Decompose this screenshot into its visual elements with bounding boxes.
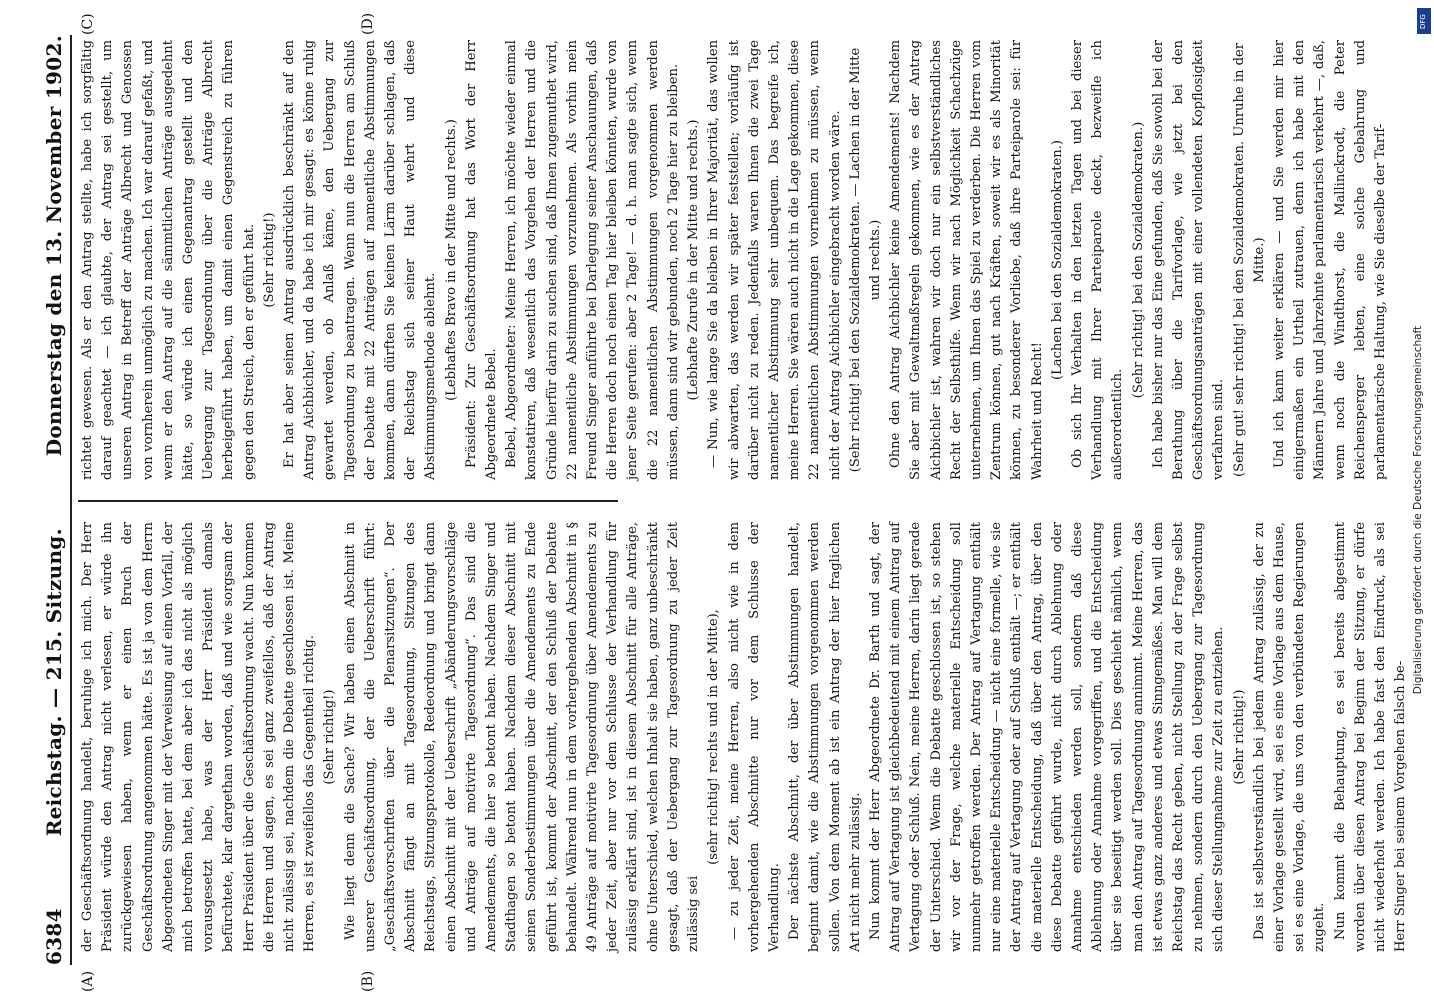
interjection: (sehr richtig! rechts und in der Mitte), [706, 609, 722, 865]
dfg-logo-text: DFG [1419, 14, 1427, 29]
page-number: 6384 [42, 908, 66, 965]
dfg-logo [1417, 8, 1431, 34]
paragraph: Wie liegt denn die Sache? Wir haben einen Abschnitt in unserer Geschäftsordnung, der die Ueberschrift führt: „Geschäftsvorschriften über die Plenarsitzungen“. Der Abschnitt fängt an mit Tagesordnung, Sitzungen des Reichstags, Sitzungsprotokolle, Redeordnung und bringt dann einen Abschnitt mit der Ueberschrift „Abänderungsvorschläge und Anträge auf motivirte Tagesordnung“. Das sind die Amendements, die hier so betont haben. Nachdem Singer und Stadthagen so betont haben. Nachdem dieser Abschnitt mit seinen Sonderbestimmungen über die Amendements zu Ende geführt ist, kommt der Abschnitt, der den Schluß der Debatte behandelt. Während nun in dem vorhergehenden Abschnitt in § 49 Anträge auf motivirte Tagesordnung über Amendements zu jeder Zeit, aber nur vor dem Schlusse der Verhandlung für zulässig erklärt sind, ist in diesem Abschnitt für alle Anträge, ohne Unterschied, welchen Inhalt sie haben, ganz unbeschränkt gesagt, daß der Uebergang zur Tagesordnung zu jeder Zeit zulässig sei [342, 522, 702, 952]
left-column [78, 522, 1409, 952]
paragraph: Ohne den Antrag Aichbichler keine Amendements! Nachdem Sie aber mit Gewaltmaßregeln gekommen, wie es der Antrag Aichbichler ist, wahren wir doch nur ein selbstverständliches Recht der Selbsthilfe. Wenn wir nach Möglichkeit Schachzüge unternehmen, um Ihnen das Spiel zu verderben. Die Herren vom Zentrum können, gut nach Kräften, soweit wir es als Minorität können, zu besonderer Vorliebe, daß ihre Parteiparole sei: für Wahrheit und Recht! [888, 40, 1045, 480]
interjection: (Lebhaftes Bravo in der Mitte und rechts.) [443, 119, 459, 401]
paragraph: Er hat aber seinen Antrag ausdrücklich beschränkt auf den Antrag Aichbichler, und da habe ich mir gesagt: es könne ruhig gewartet werden, ob Anlaß käme, den Uebergang zur Tagesordnung zu beantragen. Wenn nun die Herren am Schluß der Debatte mit 22 Anträgen auf namentliche Abstimmungen kommen, dann dürften Sie keinen Lärm darüber schlagen, daß der Reichstag sich seiner Haut wehrt und diese Abstimmungsmethode ablehnt. [282, 40, 439, 480]
margin-mark-d: (D) [360, 12, 376, 35]
paragraph: Und ich kann weiter erklären — und Sie werden mir hier einigermaßen ein Urtheil zutrauen, denn ich habe mit den Männern Jahre und Jahrzehnte parlamentarisch verkehrt —, daß, wenn noch die Windthorst, die Mallinckrodt, die Peter Reichensperger lebten, eine solche Gebahrung und parlamentarische Haltung, wie Sie dieselbe der Tarif- [1271, 40, 1388, 480]
interjection: (Sehr richtig! bei den Sozialdemokraten. — Lachen in der Mitte und rechts.) [847, 47, 883, 473]
right-column [78, 40, 1388, 480]
session-title: Reichstag. — 215. Sitzung. [42, 528, 66, 837]
column-divider [78, 500, 618, 502]
paragraph: — zu jeder Zeit, meine Herren, also nicht wie in dem vorhergehenden Abschnitte nur vor dem Schlusse der Verhandlung. [726, 522, 782, 952]
interjection: (Sehr richtig!) [322, 689, 338, 785]
header-rule [70, 35, 72, 965]
interjection: (Lachen bei den Sozialdemokraten.) [1049, 140, 1065, 381]
interjection: (Sehr richtig!) [1231, 689, 1247, 785]
paragraph: Nun kommt der Herr Abgeordnete Dr. Barth und sagt, der Antrag auf Vertagung ist gleichbedeutend mit einem Antrag auf Vertagung oder Schluß. Nein, meine Herren, darin liegt gerade der Unterschied. Wenn die Debatte geschlossen ist, so stehen wir vor der Frage, welche materielle Entscheidung soll nunmehr getroffen werden. Der Antrag auf Vertagung enthält nur eine materielle Entscheidung — nicht eine formelle, wie sie der Antrag auf Vertagung oder auf Schluß enthält —; er enthält die materielle Entscheidung, daß über den Antrag, über den diese Debatte geführt wurde, nicht durch Ablehnung oder Annahme entschieden werden soll, sondern daß diese Ablehnung oder Annahme vorgegriffen, und die Entscheidung über sie beseitigt werden soll. Dies geschieht nämlich, wenn man den Antrag auf Tagesordnung annimmt. Meine Herren, das ist etwas ganz anderes und etwas Sinngemäßes. Man will dem Reichstag das Recht geben, nicht Stellung zu der Frage selbst zu nehmen, sondern durch den Uebergang zur Tagesordnung sich dieser Stellungnahme zur Zeit zu entziehen. [867, 522, 1227, 952]
interjection: (Sehr gut! sehr richtig! bei den Sozialdemokraten. Unruhe in der Mitte.) [1231, 43, 1267, 477]
paragraph: Der nächste Abschnitt, der über Abstimmungen handelt, beginnt damit, wie die Abstimmungen vorgenommen werden sollen. Von dem Moment ab ist ein Antrag der hier fraglichen Art nicht mehr zulässig. [787, 522, 863, 952]
paragraph: richtet gewesen. Als er den Antrag stellte, habe ich sorgfältig darauf geachtet — ich glaubte, der Antrag sei gestellt, um unseren Antrag in Betreff der Anträge Albrecht und Genossen von vornherein unmöglich zu machen. Ich war darauf gefaßt, und wenn er den Antrag auf die sämmtlichen Anträge ausgedehnt hätte, so würde ich einen Gegenantrag gestellt und den Uebergang zur Tagesordnung über die Anträge Albrecht herbeigeführt haben, um damit einen Gegenstreich zu führen gegen den Streich, den er geführt hat. [80, 40, 257, 480]
margin-mark-c: (C) [80, 13, 96, 35]
paragraph: Präsident: Zur Geschäftsordnung hat das Wort der Herr Abgeordnete Bebel. [463, 40, 500, 480]
paragraph: Nun kommt die Behauptung, es sei bereits abgestimmt worden über diesen Antrag bei Beginn der Sitzung, er dürfe nicht wiederholt werden. Ich habe fast den Eindruck, als sei Herr Singer bei seinem Vorgehen falsch be- [1332, 522, 1409, 952]
interjection: (Lebhafte Zurufe in der Mitte und rechts.) [686, 119, 702, 401]
page-header [18, 35, 66, 965]
paragraph: — Nun, wie lange Sie da bleiben in Ihrer Majorität, das wollen wir abwarten, das werden wir später feststellen; vorläufig ist darüber nicht zu reden. Jedenfalls waren Ihnen die zwei Tage namentlicher Abstimmung sehr unbequem. Das begreife ich, meine Herren. Sie wären auch nicht in die Lage gekommen, diese 22 namentlichen Abstimmungen vornehmen zu müssen, wenn nicht der Antrag Aichbichler eingebracht worden wäre. [706, 40, 843, 480]
paragraph: Ich habe bisher nur das Eine gefunden, daß Sie sowohl bei der Berathung über die Tarifvorlage, wie jetzt bei den Geschäftsordnungsanträgen mit einer vollendeten Kopflosigkeit verfahren sind. [1150, 40, 1227, 480]
paragraph: Das ist selbstverständlich bei jedem Antrag zulässig, der zu einer Vorlage gestellt wird, sei es eine Vorlage aus dem Hause, sei es eine Vorlage, die uns von den verbündeten Regierungen zugeht. [1251, 522, 1328, 952]
digitization-note-text: Digitalisierung gefördert durch die Deutsche Forschungsgemeinschaft [1412, 325, 1424, 695]
interjection: (Sehr richtig! bei den Sozialdemokraten.) [1130, 121, 1146, 399]
paragraph: der Geschäftsordnung handelt, beruhige ich mich. Der Herr Präsident würde den Antrag nicht verlesen, er würde ihn zurückgewiesen haben, wenn er einen Bruch der Geschäftsordnung angenommen hätte. Es ist ja von dem Herrn Abgeordneten Singer mit der Verweisung auf einen Vorfall, der mich betroffen hatte, bei dem aber ich das nicht als möglich vorausgesetzt habe, was der Herr Präsident damals befürchtete, klar dargethan worden, daß und wie sorgsam der Herr Präsident über die Geschäftsordnung wacht. Nun kommen die Herren und sagen, es sei ganz zweifellos, daß der Antrag nicht zulässig sei, nachdem die Debatte geschlossen ist. Meine Herren, es ist zweifellos das Gegentheil richtig. [80, 522, 318, 952]
session-date: Donnerstag den 13. November 1902. [42, 35, 66, 457]
interjection: (Sehr richtig!) [261, 212, 277, 308]
margin-mark-b: (B) [360, 970, 376, 992]
margin-mark-a: (A) [80, 970, 96, 992]
paragraph: Bebel, Abgeordneter: Meine Herren, ich möchte wieder einmal konstatiren, daß wesentlich das Vorgehen der Herren und die Gründe hierfür darin zu suchen sind, daß Ihnen zugemuthet wird, 22 namentliche Abstimmungen vorzunehmen. Als vorhin mein Freund Singer anführte bei Darlegung seiner Anschauungen, daß die Herren doch noch einen Tag hier bleiben könnten, wurde von jener Seite gerufen: aber 2 Tage! — d. h. man sagte sich, wenn die 22 namentlichen Abstimmungen vorgenommen werden müssen, dann sind wir gebunden, noch 2 Tage hier zu bleiben. [504, 40, 681, 480]
paragraph: Ob sich Ihr Verhalten in den letzten Tagen und bei dieser Verhandlung mit Ihrer Parteiparole deckt, bezweifle ich außerordentlich. [1069, 40, 1126, 480]
digitization-note [1412, 10, 1432, 990]
